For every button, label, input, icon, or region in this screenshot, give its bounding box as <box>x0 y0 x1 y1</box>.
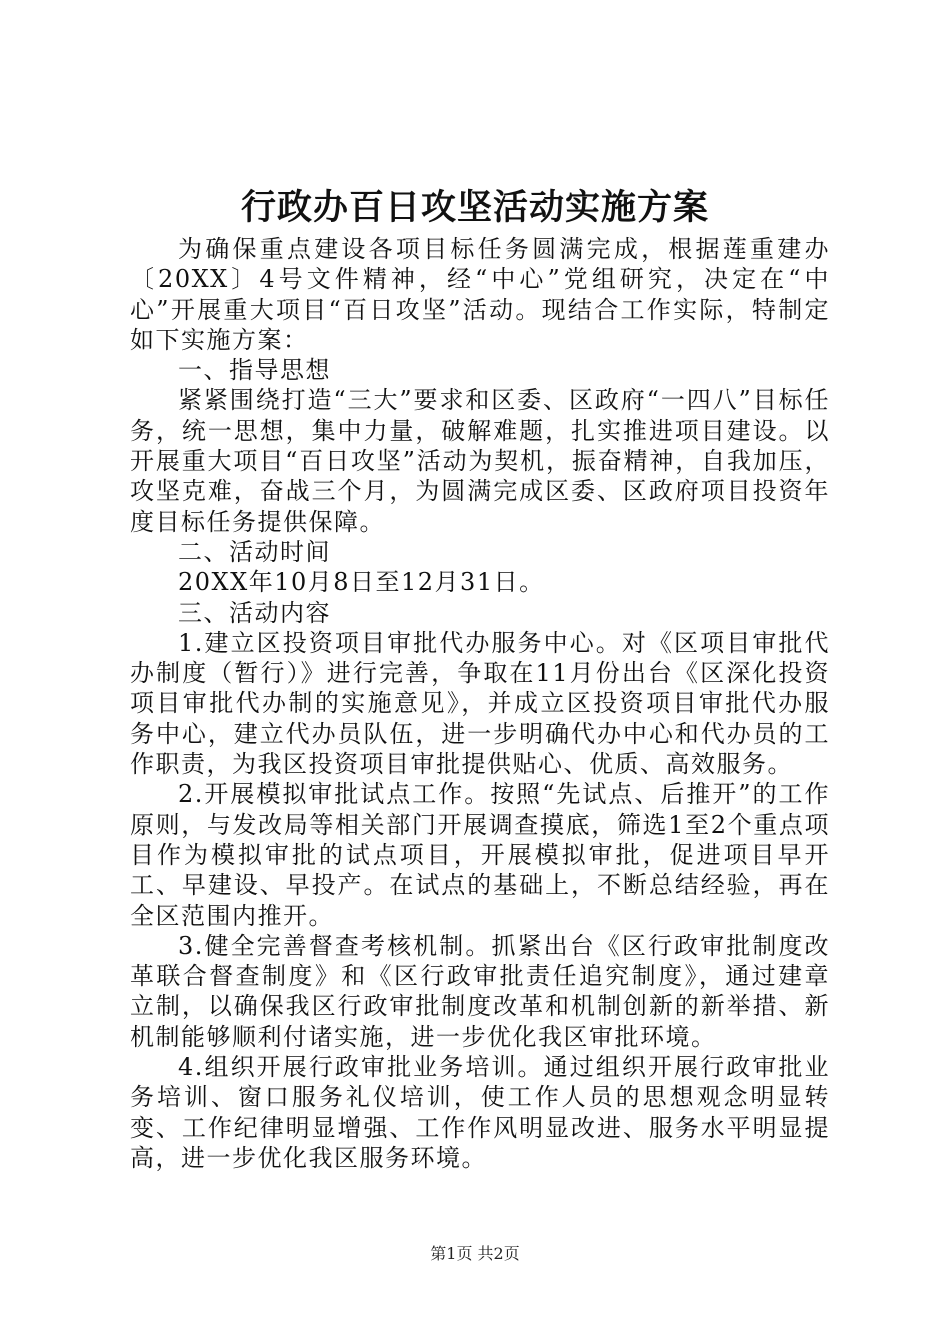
section-heading-activity-time: 二、活动时间 <box>178 537 331 566</box>
paragraph-item-2: 2.开展模拟审批试点工作。按照“先试点、后推开”的工作原则，与发改局等相关部门开展调查摸底，筛选1至2个重点项目作为模拟审批的试点项目，开展模拟审批，促进项目早开工、早建设、早投产。在试点的基础上，不断总结经验，再在全区范围内推开。 <box>130 780 830 930</box>
document-body <box>130 234 830 1173</box>
paragraph-activity-time: 20XX年10月8日至12月31日。 <box>178 568 545 597</box>
paragraph-intro: 为确保重点建设各项目标任务圆满完成，根据莲重建办〔20XX〕4号文件精神，经“中心”党组研究，决定在“中心”开展重大项目“百日攻坚”活动。现结合工作实际，特制定如下实施方案： <box>130 235 830 354</box>
paragraph-item-4: 4.组织开展行政审批业务培训。通过组织开展行政审批业务培训、窗口服务礼仪培训，使工作人员的思想观念明显转变、工作纪律明显增强、工作作风明显改进、服务水平明显提高，进一步优化我区服务环境。 <box>130 1053 830 1172</box>
section-heading-activity-content: 三、活动内容 <box>178 598 331 627</box>
paragraph-item-1: 1.建立区投资项目审批代办服务中心。对《区项目审批代办制度（暂行）》进行完善，争取在11月份出台《区深化投资项目审批代办制的实施意见》，并成立区投资项目审批代办服务中心，建立代办员队伍，进一步明确代办中心和代办员的工作职责，为我区投资项目审批提供贴心、优质、高效服务。 <box>130 628 830 779</box>
paragraph-guiding-idea: 紧紧围绕打造“三大”要求和区委、区政府“一四八”目标任务，统一思想，集中力量，破解难题，扎实推进项目建设。以开展重大项目“百日攻坚”活动为契机，振奋精神，自我加压，攻坚克难，奋战三个月，为圆满完成区委、区政府项目投资年度目标任务提供保障。 <box>130 386 830 536</box>
paragraph-item-3: 3.健全完善督查考核机制。抓紧出台《区行政审批制度改革联合督查制度》和《区行政审批责任追究制度》，通过建章立制，以确保我区行政审批制度改革和机制创新的新举措、新机制能够顺利付诸实施，进一步优化我区审批环境。 <box>130 931 830 1051</box>
section-heading-guiding-idea: 一、指导思想 <box>178 356 331 385</box>
page-number-footer: 第1页 共2页 <box>430 1244 520 1263</box>
document-title: 行政办百日攻坚活动实施方案 <box>240 187 709 228</box>
